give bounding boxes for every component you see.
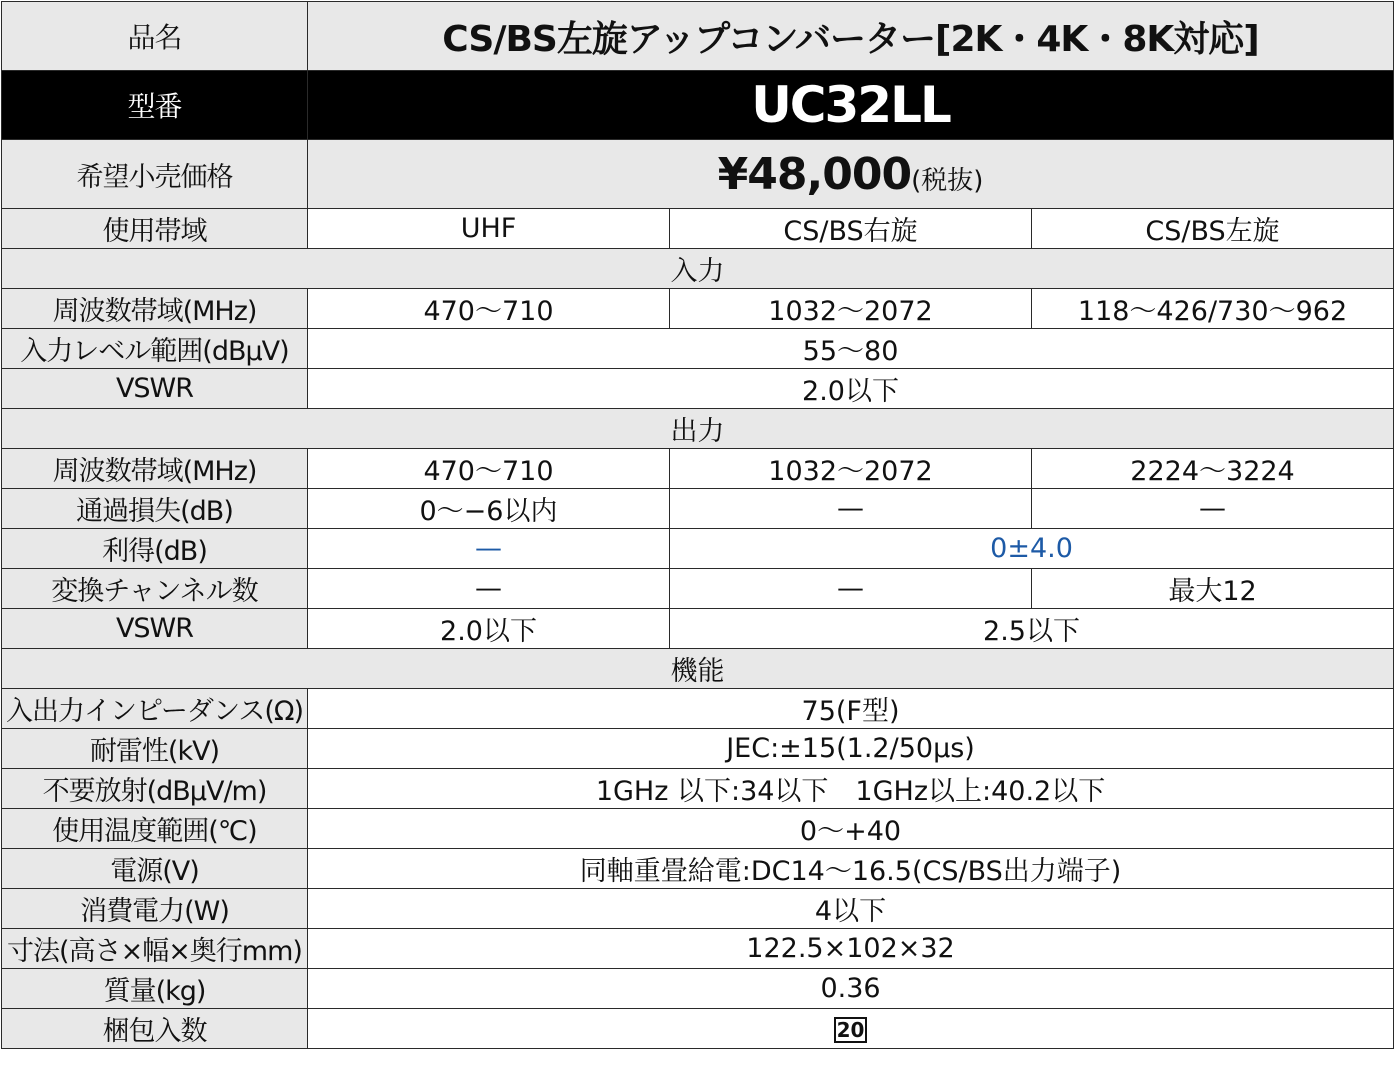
price-tax-note: (税抜) <box>911 165 984 196</box>
output-channels-right: — <box>670 569 1032 609</box>
emission-label: 不要放射(dBμV/m) <box>2 769 308 809</box>
output-loss-uhf: 0〜−6以内 <box>308 489 670 529</box>
function-section-row <box>2 649 1394 689</box>
output-gain-label: 利得(dB) <box>2 529 308 569</box>
emission-value: 1GHz 以下:34以下 1GHz以上:40.2以下 <box>308 769 1394 809</box>
output-channels-left: 最大12 <box>1032 569 1394 609</box>
band-row <box>2 209 1394 249</box>
output-channels-uhf: — <box>308 569 670 609</box>
impedance-value: 75(F型) <box>308 689 1394 729</box>
power-label: 電源(V) <box>2 849 308 889</box>
model-number: UC32LL <box>308 71 1394 140</box>
weight-label: 質量(kg) <box>2 969 308 1009</box>
product-name-value: CS/BS左旋アップコンバーター[2K・4K・8K対応] <box>308 2 1394 71</box>
output-gain-cs-bs: 0±4.0 <box>670 529 1394 569</box>
temperature-row <box>2 809 1394 849</box>
input-freq-left: 118〜426/730〜962 <box>1032 289 1394 329</box>
pack-label: 梱包入数 <box>2 1009 308 1049</box>
output-loss-right: — <box>670 489 1032 529</box>
output-gain-uhf: — <box>308 529 670 569</box>
weight-value: 0.36 <box>308 969 1394 1009</box>
input-freq-row <box>2 289 1394 329</box>
input-freq-right: 1032〜2072 <box>670 289 1032 329</box>
band-label: 使用帯域 <box>2 209 308 249</box>
model-label: 型番 <box>2 71 308 140</box>
temperature-value: 0〜+40 <box>308 809 1394 849</box>
dimensions-value: 122.5×102×32 <box>308 929 1394 969</box>
impedance-label: 入出力インピーダンス(Ω) <box>2 689 308 729</box>
price-label: 希望小売価格 <box>2 140 308 209</box>
input-level-value: 55〜80 <box>308 329 1394 369</box>
product-name-label: 品名 <box>2 2 308 71</box>
surge-row <box>2 729 1394 769</box>
input-freq-uhf: 470〜710 <box>308 289 670 329</box>
output-freq-left: 2224〜3224 <box>1032 449 1394 489</box>
band-cs-bs-right: CS/BS右旋 <box>670 209 1032 249</box>
input-vswr-label: VSWR <box>2 369 308 409</box>
emission-row <box>2 769 1394 809</box>
output-loss-label: 通過損失(dB) <box>2 489 308 529</box>
output-vswr-row <box>2 609 1394 649</box>
output-channels-row <box>2 569 1394 609</box>
input-section-header: 入力 <box>2 249 1394 289</box>
output-loss-row <box>2 489 1394 529</box>
input-vswr-row <box>2 369 1394 409</box>
weight-row <box>2 969 1394 1009</box>
input-level-label: 入力レベル範囲(dBμV) <box>2 329 308 369</box>
product-name-row <box>2 2 1394 71</box>
impedance-row <box>2 689 1394 729</box>
output-freq-uhf: 470〜710 <box>308 449 670 489</box>
pack-quantity-badge: 20 <box>834 1017 868 1043</box>
output-freq-row <box>2 449 1394 489</box>
input-vswr-value: 2.0以下 <box>308 369 1394 409</box>
output-vswr-cs-bs: 2.5以下 <box>670 609 1394 649</box>
power-row <box>2 849 1394 889</box>
spec-table <box>1 1 1394 1049</box>
dimensions-row <box>2 929 1394 969</box>
input-freq-label: 周波数帯域(MHz) <box>2 289 308 329</box>
temperature-label: 使用温度範囲(℃) <box>2 809 308 849</box>
output-freq-label: 周波数帯域(MHz) <box>2 449 308 489</box>
input-section-row <box>2 249 1394 289</box>
price-cell <box>308 140 1394 209</box>
model-row <box>2 71 1394 140</box>
output-loss-left: — <box>1032 489 1394 529</box>
consumption-value: 4以下 <box>308 889 1394 929</box>
pack-cell <box>308 1009 1394 1049</box>
output-channels-label: 変換チャンネル数 <box>2 569 308 609</box>
power-value: 同軸重畳給電:DC14〜16.5(CS/BS出力端子) <box>308 849 1394 889</box>
band-uhf: UHF <box>308 209 670 249</box>
output-vswr-uhf: 2.0以下 <box>308 609 670 649</box>
price-value: ¥48,000 <box>717 148 912 200</box>
surge-value: JEC:±15(1.2/50μs) <box>308 729 1394 769</box>
output-gain-row <box>2 529 1394 569</box>
consumption-row <box>2 889 1394 929</box>
band-cs-bs-left: CS/BS左旋 <box>1032 209 1394 249</box>
surge-label: 耐雷性(kV) <box>2 729 308 769</box>
price-row <box>2 140 1394 209</box>
pack-row <box>2 1009 1394 1049</box>
consumption-label: 消費電力(W) <box>2 889 308 929</box>
input-level-row <box>2 329 1394 369</box>
function-section-header: 機能 <box>2 649 1394 689</box>
output-section-header: 出力 <box>2 409 1394 449</box>
output-freq-right: 1032〜2072 <box>670 449 1032 489</box>
output-vswr-label: VSWR <box>2 609 308 649</box>
dimensions-label: 寸法(高さ×幅×奥行mm) <box>2 929 308 969</box>
output-section-row <box>2 409 1394 449</box>
